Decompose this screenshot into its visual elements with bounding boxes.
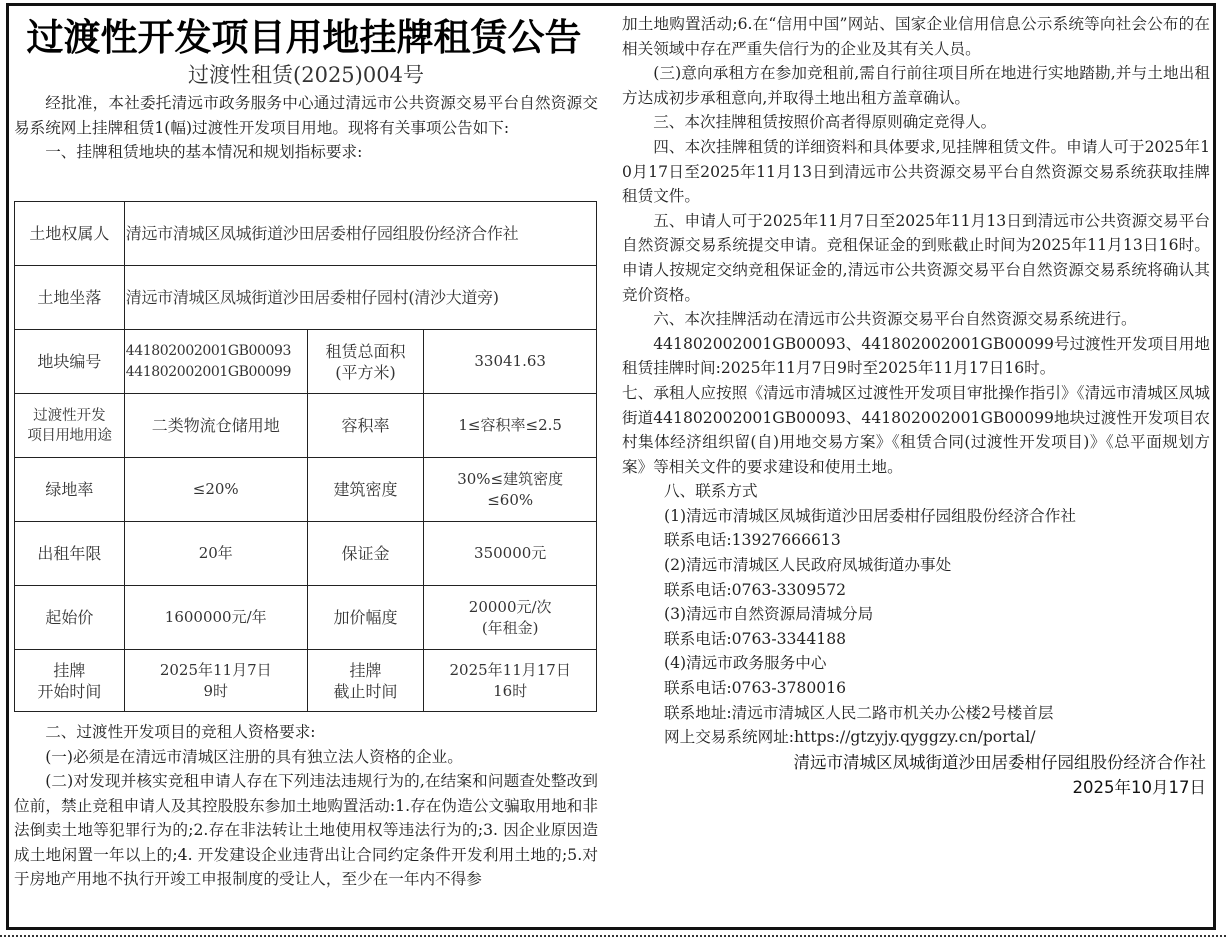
table-label-increment: 加价幅度 [307, 586, 424, 650]
contact-address: 联系地址:清远市清城区人民二路市机关办公楼2号楼首层 [664, 703, 1054, 722]
area-label-line2: (平方米) [335, 362, 396, 382]
start-label-line1: 挂牌 [53, 660, 86, 680]
table-value-plot-ratio: 1≤容积率≤2.5 [424, 394, 597, 458]
contact-org-3: (3)清远市自然资源局清城分局 [664, 605, 874, 624]
table-label-deposit: 保证金 [307, 522, 424, 586]
land-use-label-line2: 项目用地用途 [27, 427, 112, 444]
table-row [15, 330, 597, 394]
table-label-listing-end [307, 650, 424, 712]
table-label-land-use [15, 394, 125, 458]
increment-line2: (年租金) [481, 618, 539, 637]
area-label-line1: 租赁总面积 [325, 341, 406, 361]
parcel-id-2: 441802002001GB00099 [125, 363, 292, 380]
table-label-location: 土地坐落 [15, 266, 125, 330]
contact-phone-3: 联系电话:0763-3344188 [664, 629, 847, 648]
table-value-area: 33041.63 [424, 330, 597, 394]
table-value-building-density [424, 458, 597, 522]
table-label-parcel-id: 地块编号 [15, 330, 125, 394]
table-value-starting-price: 1600000元/年 [124, 586, 307, 650]
intro-paragraph: 经批准，本社委托清远市政务服务中心通过清远市公共资源交易平台自然资源交易系统网上挂牌租赁1(幅)过渡性开发项目用地。现将有关事项公告如下: [14, 94, 598, 137]
parcel-id-1: 441802002001GB00093 [125, 342, 292, 359]
table-label-green-ratio: 绿地率 [15, 458, 125, 522]
trading-system-url[interactable]: 网上交易系统网址:https://gtzyjy.qyggzy.cn/portal/ [664, 728, 1036, 747]
notice-number: 过渡性租赁(2025)004号 [188, 63, 424, 87]
contact-phone-2: 联系电话:0763-3309572 [664, 580, 847, 599]
contact-org-1: (1)清远市清城区凤城街道沙田居委柑仔园组股份经济合作社 [664, 506, 1076, 525]
signoff-organization: 清远市清城区凤城街道沙田居委柑仔园组股份经济合作社 [793, 752, 1206, 772]
end-label-line1: 挂牌 [349, 660, 382, 680]
end-date: 2025年11月17日 [449, 660, 571, 679]
table-label-lease-term: 出租年限 [15, 522, 125, 586]
section-2 [14, 720, 598, 892]
table-label-starting-price: 起始价 [15, 586, 125, 650]
section-7: 七、承租人应按照《清远市清城区过渡性开发项目审批操作指引》《清远市清城区凤城街道441802002001GB00093、441802002001GB00099地块过渡性开发项目农村集体经济组织留(自)用地交易方案》《租赁合同(过渡性开发项目)》《总平面规划方案》等相关文件的要求建设和使用土地。 [622, 383, 1210, 476]
contact-org-2: (2)清远市清城区人民政府凤城街道办事处 [664, 556, 952, 575]
table-value-increment [424, 586, 597, 650]
end-label-line2: 截止时间 [333, 681, 398, 701]
table-value-listing-end [424, 650, 597, 712]
section-2-item-3: (三)意向承租方在参加竞租前,需自行前往项目所在地进行实地踏勘,并与土地出租方达成初步承租意向,并取得土地出租方盖章确认。 [622, 64, 1210, 107]
contact-section [622, 479, 1210, 750]
table-row [15, 586, 597, 650]
left-column [14, 12, 598, 888]
land-info-table [14, 201, 597, 712]
end-hour: 16时 [493, 681, 528, 700]
table-row [15, 522, 597, 586]
section-8-heading: 八、联系方式 [664, 482, 758, 501]
section-2-item-2-continued: 加土地购置活动;6.在“信用中国”网站、国家企业信用信息公示系统等向社会公布的在相关领域中存在严重失信行为的企业及其有关人员。 [622, 15, 1210, 58]
table-row [15, 458, 597, 522]
table-label-plot-ratio: 容积率 [307, 394, 424, 458]
table-row [15, 394, 597, 458]
start-date: 2025年11月7日 [159, 660, 272, 679]
table-label-area [307, 330, 424, 394]
density-line1: 30%≤建筑密度 [457, 469, 564, 488]
cut-line-divider [0, 935, 1226, 937]
table-label-listing-start [15, 650, 125, 712]
density-line2: ≤60% [487, 490, 534, 509]
table-value-location: 清远市清城区凤城街道沙田居委柑仔园村(清沙大道旁) [124, 266, 596, 330]
table-row [15, 266, 597, 330]
contact-phone-4: 联系电话:0763-3780016 [664, 679, 847, 698]
table-value-owner: 清远市清城区凤城街道沙田居委柑仔园组股份经济合作社 [124, 202, 596, 266]
contact-org-4: (4)清远市政务服务中心 [664, 654, 827, 673]
table-row [15, 202, 597, 266]
start-hour: 9时 [203, 681, 228, 700]
section-2-item-1: (一)必须是在清远市清城区注册的具有独立法人资格的企业。 [45, 747, 463, 766]
notice-title: 过渡性开发项目用地挂牌租赁公告 [26, 15, 582, 59]
start-label-line2: 开始时间 [37, 681, 102, 701]
section-2-item-2: (二)对发现并核实竞租申请人存在下列违法违规行为的,在结案和问题查处整改到位前，禁止竞租申请人及其控股股东参加土地购置活动:1.存在伪造公文骗取用地和非法倒卖土地等犯罪行为的;2.存在非法转让土地使用权等违法行为的;3. 因企业原因造成土地闲置一年以上的;4. 开发建设企业违背出让合同约定条件开发利用土地的;5.对于房地产用地不执行开竣工申报制度的受让人，至少在一年内不得参 [14, 772, 598, 888]
section-3: 三、本次挂牌租赁按照价高者得原则确定竞得人。 [653, 113, 997, 132]
right-column [622, 12, 1210, 800]
table-label-owner: 土地权属人 [15, 202, 125, 266]
section-6-detail: 441802002001GB00093、441802002001GB00099号过渡性开发项目用地租赁挂牌时间:2025年11月7日9时至2025年11月17日16时。 [622, 334, 1210, 378]
section-6: 六、本次挂牌活动在清远市公共资源交易平台自然资源交易系统进行。 [653, 310, 1137, 329]
table-value-land-use: 二类物流仓储用地 [124, 394, 307, 458]
section-2-heading: 二、过渡性开发项目的竞租人资格要求: [45, 723, 316, 741]
section-5: 五、申请人可于2025年11月7日至2025年11月13日到清远市公共资源交易平台自然资源交易系统提交申请。竞租保证金的到账截止时间为2025年11月13日16时。申请人按规定交纳竞租保证金的,清远市公共资源交易平台自然资源交易系统将确认其竞价资格。 [622, 211, 1210, 304]
increment-line1: 20000元/次 [468, 597, 552, 616]
table-row [15, 650, 597, 712]
table-value-deposit: 350000元 [424, 522, 597, 586]
signoff-date: 2025年10月17日 [1072, 777, 1206, 797]
table-label-building-density: 建筑密度 [307, 458, 424, 522]
section-4: 四、本次挂牌租赁的详细资料和具体要求,见挂牌租赁文件。申请人可于2025年10月17日至2025年11月13日到清远市公共资源交易平台自然资源交易系统获取挂牌租赁文件。 [622, 137, 1210, 206]
section-1-heading: 一、挂牌租赁地块的基本情况和规划指标要求: [45, 143, 363, 161]
table-value-parcel-id [124, 330, 307, 394]
table-value-green-ratio: ≤20% [124, 458, 307, 522]
contact-phone-1: 联系电话:13927666613 [664, 531, 841, 550]
table-value-lease-term: 20年 [124, 522, 307, 586]
land-use-label-line1: 过渡性开发 [33, 407, 106, 424]
table-value-listing-start [124, 650, 307, 712]
